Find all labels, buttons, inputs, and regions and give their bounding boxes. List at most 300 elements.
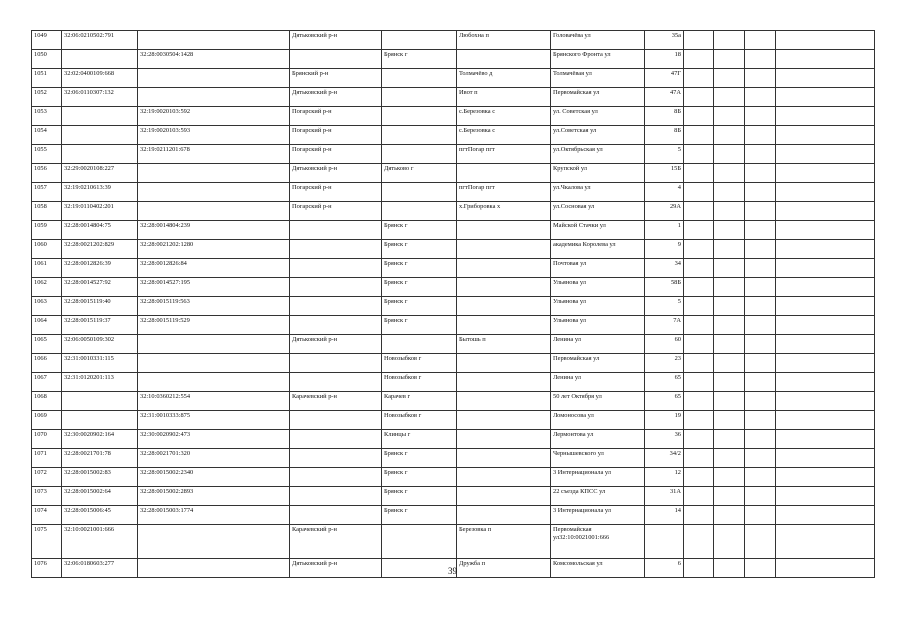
table-row <box>32 69 875 88</box>
row-number-cell: 1059 <box>32 221 62 240</box>
empty-cell <box>714 202 745 221</box>
settlement-cell: пгтПогар пгт <box>457 183 551 202</box>
table-row <box>32 335 875 354</box>
street-cell: Майской Стачки ул <box>551 221 645 240</box>
settlement-cell <box>457 316 551 335</box>
table-row <box>32 107 875 126</box>
district-cell <box>290 278 382 297</box>
city-cell: Брянск г <box>382 506 457 525</box>
empty-cell <box>776 373 875 392</box>
settlement-cell <box>457 392 551 411</box>
city-cell: Брянск г <box>382 449 457 468</box>
empty-cell <box>745 487 776 506</box>
settlement-cell: Ивот п <box>457 88 551 107</box>
empty-cell <box>714 259 745 278</box>
empty-cell <box>745 50 776 69</box>
row-number-cell: 1056 <box>32 164 62 183</box>
street-cell: ул.Сосновая ул <box>551 202 645 221</box>
city-cell: Брянск г <box>382 297 457 316</box>
empty-cell <box>745 335 776 354</box>
settlement-cell <box>457 411 551 430</box>
table-row <box>32 259 875 278</box>
settlement-cell: с.Березовка с <box>457 126 551 145</box>
street-cell: Первомайская ул <box>551 88 645 107</box>
row-number-cell: 1074 <box>32 506 62 525</box>
table-row <box>32 145 875 164</box>
district-cell: Дятьковский р-н <box>290 335 382 354</box>
row-number-cell: 1071 <box>32 449 62 468</box>
empty-cell <box>684 354 714 373</box>
empty-cell <box>684 392 714 411</box>
empty-cell <box>684 202 714 221</box>
district-cell <box>290 487 382 506</box>
empty-cell <box>776 506 875 525</box>
empty-cell <box>684 430 714 449</box>
empty-cell <box>684 335 714 354</box>
district-cell: Дятьковский р-н <box>290 31 382 50</box>
table-row <box>32 126 875 145</box>
building-cadastral-cell: 32:10:0360212:554 <box>138 392 290 411</box>
table-row <box>32 297 875 316</box>
empty-cell <box>684 50 714 69</box>
empty-cell <box>714 468 745 487</box>
empty-cell <box>776 145 875 164</box>
settlement-cell <box>457 449 551 468</box>
settlement-cell: Дружба п <box>457 559 551 578</box>
street-cell: 50 лет Октября ул <box>551 392 645 411</box>
district-cell <box>290 240 382 259</box>
house-number-cell: 58Б <box>645 278 684 297</box>
empty-cell <box>714 69 745 88</box>
empty-cell <box>714 430 745 449</box>
cadastral-number-cell: 32:06:0110307:132 <box>62 88 138 107</box>
building-cadastral-cell: 32:28:0015119:563 <box>138 297 290 316</box>
empty-cell <box>776 297 875 316</box>
settlement-cell <box>457 221 551 240</box>
street-cell: академика Королева ул <box>551 240 645 259</box>
empty-cell <box>745 69 776 88</box>
row-number-cell: 1051 <box>32 69 62 88</box>
empty-cell <box>714 88 745 107</box>
city-cell <box>382 88 457 107</box>
empty-cell <box>745 183 776 202</box>
district-cell <box>290 354 382 373</box>
city-cell <box>382 145 457 164</box>
street-cell: Почтовая ул <box>551 259 645 278</box>
empty-cell <box>776 88 875 107</box>
row-number-cell: 1069 <box>32 411 62 430</box>
empty-cell <box>745 259 776 278</box>
district-cell: Дятьковский р-н <box>290 164 382 183</box>
district-cell <box>290 411 382 430</box>
building-cadastral-cell: 32:28:0015002:2340 <box>138 468 290 487</box>
row-number-cell: 1050 <box>32 50 62 69</box>
empty-cell <box>745 221 776 240</box>
table-row <box>32 392 875 411</box>
empty-cell <box>714 221 745 240</box>
city-cell <box>382 126 457 145</box>
district-cell: Погарский р-н <box>290 202 382 221</box>
empty-cell <box>745 297 776 316</box>
empty-cell <box>776 278 875 297</box>
house-number-cell: 8Б <box>645 126 684 145</box>
empty-cell <box>776 259 875 278</box>
cadastral-number-cell: 32:28:0014804:75 <box>62 221 138 240</box>
row-number-cell: 1075 <box>32 525 62 559</box>
city-cell: Брянск г <box>382 259 457 278</box>
house-number-cell: 14 <box>645 506 684 525</box>
empty-cell <box>745 202 776 221</box>
city-cell: Брянск г <box>382 487 457 506</box>
cadastral-number-cell: 32:31:0010331:115 <box>62 354 138 373</box>
empty-cell <box>745 126 776 145</box>
table-body <box>32 31 875 578</box>
table-row <box>32 373 875 392</box>
cadastral-number-cell: 32:06:0050109:302 <box>62 335 138 354</box>
empty-cell <box>714 183 745 202</box>
house-number-cell: 36 <box>645 430 684 449</box>
house-number-cell: 9 <box>645 240 684 259</box>
street-cell: ул.Октябрьская ул <box>551 145 645 164</box>
empty-cell <box>684 88 714 107</box>
empty-cell <box>714 411 745 430</box>
district-cell: Брянский р-н <box>290 69 382 88</box>
cadastral-number-cell: 32:28:0021202:829 <box>62 240 138 259</box>
cadastral-number-cell: 32:02:0400109:668 <box>62 69 138 88</box>
street-cell: Ульянова ул <box>551 278 645 297</box>
building-cadastral-cell: 32:28:0014527:195 <box>138 278 290 297</box>
street-cell: Ломоносова ул <box>551 411 645 430</box>
cadastral-number-cell: 32:29:0020108:227 <box>62 164 138 183</box>
table-row <box>32 506 875 525</box>
empty-cell <box>745 240 776 259</box>
empty-cell <box>776 525 875 559</box>
house-number-cell: 35а <box>645 31 684 50</box>
street-cell: Ульянова ул <box>551 297 645 316</box>
city-cell: Брянск г <box>382 278 457 297</box>
table-row <box>32 278 875 297</box>
settlement-cell: пгтПогар пгт <box>457 145 551 164</box>
empty-cell <box>684 411 714 430</box>
building-cadastral-cell: 32:28:0021701:320 <box>138 449 290 468</box>
city-cell: Брянск г <box>382 468 457 487</box>
building-cadastral-cell <box>138 202 290 221</box>
table-row <box>32 354 875 373</box>
row-number-cell: 1054 <box>32 126 62 145</box>
street-cell: Ленина ул <box>551 373 645 392</box>
street-cell: 3 Интернационала ул <box>551 468 645 487</box>
empty-cell <box>684 221 714 240</box>
cadastral-number-cell: 32:28:0015119:40 <box>62 297 138 316</box>
street-cell: Чернышевского ул <box>551 449 645 468</box>
city-cell <box>382 202 457 221</box>
page-number: 39 <box>448 566 457 576</box>
house-number-cell: 12 <box>645 468 684 487</box>
empty-cell <box>684 69 714 88</box>
district-cell <box>290 373 382 392</box>
empty-cell <box>684 449 714 468</box>
city-cell <box>382 69 457 88</box>
cadastral-number-cell <box>62 145 138 164</box>
cadastral-number-cell: 32:30:0020902:164 <box>62 430 138 449</box>
empty-cell <box>745 411 776 430</box>
building-cadastral-cell: 32:30:0020902:473 <box>138 430 290 449</box>
house-number-cell: 19 <box>645 411 684 430</box>
empty-cell <box>684 316 714 335</box>
empty-cell <box>684 506 714 525</box>
building-cadastral-cell: 32:31:0010333:875 <box>138 411 290 430</box>
table-row <box>32 449 875 468</box>
empty-cell <box>714 50 745 69</box>
table-row <box>32 487 875 506</box>
settlement-cell <box>457 240 551 259</box>
empty-cell <box>745 468 776 487</box>
empty-cell <box>714 487 745 506</box>
city-cell: Брянск г <box>382 240 457 259</box>
street-cell: 3 Интернационала ул <box>551 506 645 525</box>
row-number-cell: 1070 <box>32 430 62 449</box>
district-cell: Дятьковский р-н <box>290 559 382 578</box>
settlement-cell <box>457 373 551 392</box>
table-row <box>32 316 875 335</box>
settlement-cell <box>457 164 551 183</box>
cadastral-number-cell: 32:10:0021001:666 <box>62 525 138 559</box>
district-cell <box>290 259 382 278</box>
empty-cell <box>684 525 714 559</box>
district-cell: Карачевский р-н <box>290 392 382 411</box>
empty-cell <box>684 183 714 202</box>
empty-cell <box>776 316 875 335</box>
table-row <box>32 468 875 487</box>
settlement-cell <box>457 50 551 69</box>
building-cadastral-cell <box>138 31 290 50</box>
empty-cell <box>684 487 714 506</box>
empty-cell <box>684 259 714 278</box>
row-number-cell: 1052 <box>32 88 62 107</box>
empty-cell <box>745 449 776 468</box>
empty-cell <box>684 297 714 316</box>
row-number-cell: 1049 <box>32 31 62 50</box>
house-number-cell: 31А <box>645 487 684 506</box>
district-cell <box>290 468 382 487</box>
district-cell <box>290 506 382 525</box>
empty-cell <box>714 240 745 259</box>
city-cell <box>382 525 457 559</box>
building-cadastral-cell: 32:19:0020103:593 <box>138 126 290 145</box>
settlement-cell: х.Гриборовка х <box>457 202 551 221</box>
building-cadastral-cell: 32:28:0015119:529 <box>138 316 290 335</box>
building-cadastral-cell <box>138 164 290 183</box>
cadastral-number-cell <box>62 392 138 411</box>
street-cell: Ленина ул <box>551 335 645 354</box>
city-cell: Новозыбков г <box>382 411 457 430</box>
cadastral-number-cell <box>62 107 138 126</box>
building-cadastral-cell: 32:28:0015002:2893 <box>138 487 290 506</box>
empty-cell <box>745 145 776 164</box>
building-cadastral-cell <box>138 88 290 107</box>
cadastral-number-cell: 32:28:0015002:83 <box>62 468 138 487</box>
house-number-cell: 34 <box>645 259 684 278</box>
empty-cell <box>776 202 875 221</box>
empty-cell <box>745 278 776 297</box>
empty-cell <box>714 392 745 411</box>
city-cell: Клинцы г <box>382 430 457 449</box>
street-cell: ул.Чкалова ул <box>551 183 645 202</box>
empty-cell <box>745 107 776 126</box>
district-cell <box>290 430 382 449</box>
district-cell <box>290 221 382 240</box>
table-row <box>32 88 875 107</box>
empty-cell <box>776 354 875 373</box>
empty-cell <box>714 525 745 559</box>
house-number-cell: 7А <box>645 316 684 335</box>
settlement-cell <box>457 487 551 506</box>
street-cell: Крупской ул <box>551 164 645 183</box>
empty-cell <box>776 430 875 449</box>
empty-cell <box>714 316 745 335</box>
district-cell <box>290 449 382 468</box>
table-row <box>32 221 875 240</box>
empty-cell <box>714 278 745 297</box>
empty-cell <box>714 145 745 164</box>
cadastral-number-cell: 32:28:0015002:64 <box>62 487 138 506</box>
empty-cell <box>776 411 875 430</box>
building-cadastral-cell <box>138 183 290 202</box>
street-cell: Головачёва ул <box>551 31 645 50</box>
street-cell: 22 съезда КПСС ул <box>551 487 645 506</box>
street-cell: Ульянова ул <box>551 316 645 335</box>
cadastral-number-cell: 32:19:0110402:201 <box>62 202 138 221</box>
row-number-cell: 1061 <box>32 259 62 278</box>
street-cell: Комсомольская ул <box>551 559 645 578</box>
empty-cell <box>714 373 745 392</box>
building-cadastral-cell <box>138 335 290 354</box>
empty-cell <box>745 354 776 373</box>
city-cell: Новозыбков г <box>382 354 457 373</box>
city-cell: Брянск г <box>382 50 457 69</box>
empty-cell <box>714 449 745 468</box>
cadastral-number-cell <box>62 126 138 145</box>
street-cell: Первомайская ул <box>551 354 645 373</box>
row-number-cell: 1067 <box>32 373 62 392</box>
building-cadastral-cell: 32:28:0021202:1280 <box>138 240 290 259</box>
empty-cell <box>776 164 875 183</box>
empty-cell <box>745 373 776 392</box>
district-cell: Карачевский р-н <box>290 525 382 559</box>
row-number-cell: 1064 <box>32 316 62 335</box>
settlement-cell <box>457 259 551 278</box>
cadastral-number-cell: 32:28:0012826:39 <box>62 259 138 278</box>
settlement-cell: Толмачёво д <box>457 69 551 88</box>
city-cell: Дятьково г <box>382 164 457 183</box>
empty-cell <box>684 240 714 259</box>
register-table <box>31 30 875 578</box>
empty-cell <box>776 487 875 506</box>
settlement-cell: Березовка п <box>457 525 551 559</box>
row-number-cell: 1076 <box>32 559 62 578</box>
building-cadastral-cell: 32:28:0012826:84 <box>138 259 290 278</box>
empty-cell <box>714 297 745 316</box>
district-cell: Погарский р-н <box>290 183 382 202</box>
building-cadastral-cell: 32:19:0211201:678 <box>138 145 290 164</box>
cadastral-number-cell: 32:06:0180603:277 <box>62 559 138 578</box>
settlement-cell: Бытошь п <box>457 335 551 354</box>
district-cell <box>290 316 382 335</box>
table-row <box>32 31 875 50</box>
settlement-cell <box>457 278 551 297</box>
empty-cell <box>745 31 776 50</box>
city-cell <box>382 31 457 50</box>
building-cadastral-cell: 32:28:0030504:1428 <box>138 50 290 69</box>
settlement-cell <box>457 506 551 525</box>
house-number-cell: 65 <box>645 373 684 392</box>
table-row <box>32 430 875 449</box>
street-cell: Толмачёвая ул <box>551 69 645 88</box>
empty-cell <box>684 373 714 392</box>
cadastral-number-cell: 32:06:0210502:791 <box>62 31 138 50</box>
cadastral-number-cell: 32:28:0014527:92 <box>62 278 138 297</box>
house-number-cell <box>645 525 684 559</box>
city-cell <box>382 107 457 126</box>
settlement-cell <box>457 430 551 449</box>
empty-cell <box>684 145 714 164</box>
empty-cell <box>684 31 714 50</box>
city-cell <box>382 335 457 354</box>
settlement-cell: с.Березовка с <box>457 107 551 126</box>
row-number-cell: 1072 <box>32 468 62 487</box>
house-number-cell: 47Г <box>645 69 684 88</box>
empty-cell <box>714 354 745 373</box>
empty-cell <box>714 31 745 50</box>
street-cell: Первомайская ул32:10:0021001:666 <box>551 525 645 559</box>
row-number-cell: 1060 <box>32 240 62 259</box>
district-cell <box>290 50 382 69</box>
empty-cell <box>714 506 745 525</box>
empty-cell <box>776 126 875 145</box>
building-cadastral-cell <box>138 354 290 373</box>
row-number-cell: 1053 <box>32 107 62 126</box>
settlement-cell: Любохна п <box>457 31 551 50</box>
empty-cell <box>776 449 875 468</box>
row-number-cell: 1055 <box>32 145 62 164</box>
table-row <box>32 50 875 69</box>
empty-cell <box>776 221 875 240</box>
empty-cell <box>745 506 776 525</box>
house-number-cell: 65 <box>645 392 684 411</box>
cadastral-number-cell <box>62 411 138 430</box>
empty-cell <box>776 468 875 487</box>
empty-cell <box>745 430 776 449</box>
street-cell: Лермонтова ул <box>551 430 645 449</box>
house-number-cell: 1 <box>645 221 684 240</box>
district-cell: Погарский р-н <box>290 107 382 126</box>
house-number-cell: 23 <box>645 354 684 373</box>
row-number-cell: 1065 <box>32 335 62 354</box>
empty-cell <box>684 278 714 297</box>
building-cadastral-cell: 32:28:0015003:1774 <box>138 506 290 525</box>
district-cell: Дятьковский р-н <box>290 88 382 107</box>
street-cell: Брянского Фронта ул <box>551 50 645 69</box>
house-number-cell: 47А <box>645 88 684 107</box>
row-number-cell: 1073 <box>32 487 62 506</box>
city-cell: Брянск г <box>382 221 457 240</box>
row-number-cell: 1063 <box>32 297 62 316</box>
table-row <box>32 164 875 183</box>
settlement-cell <box>457 297 551 316</box>
building-cadastral-cell <box>138 525 290 559</box>
empty-cell <box>684 107 714 126</box>
cadastral-number-cell: 32:28:0015006:45 <box>62 506 138 525</box>
